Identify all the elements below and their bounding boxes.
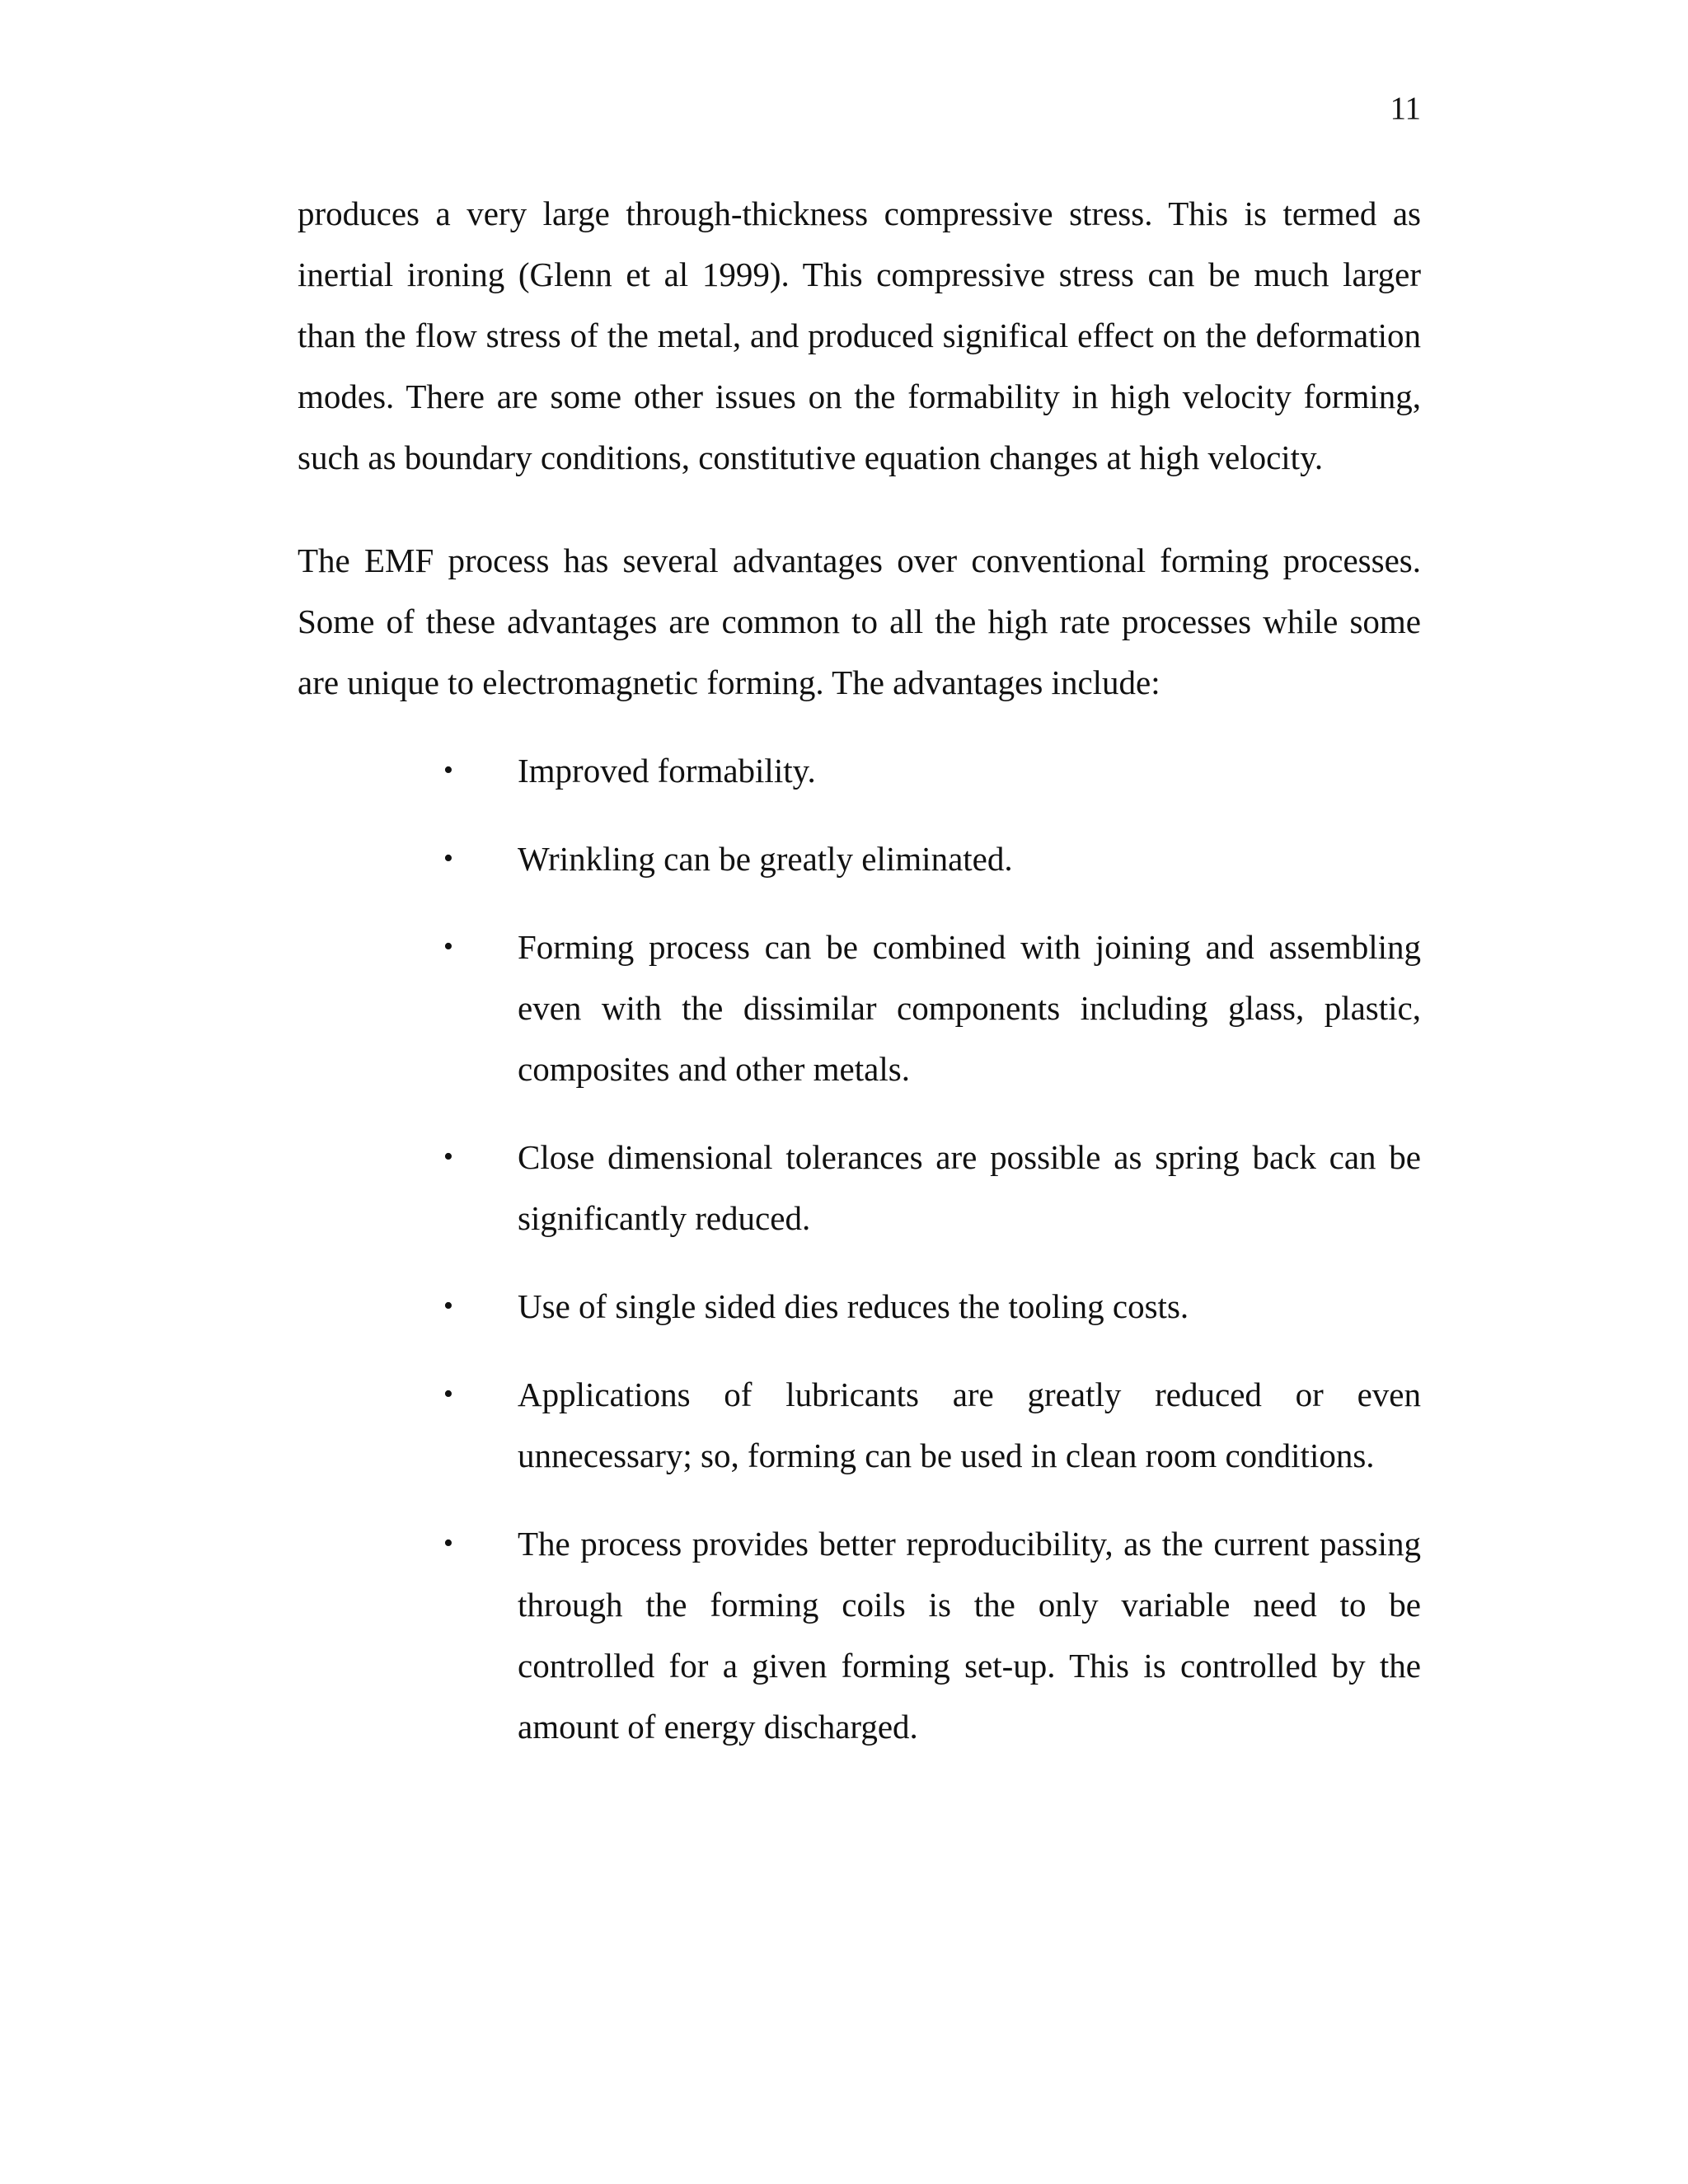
bullet-icon: • <box>443 1379 453 1409</box>
paragraph-inertial-ironing: produces a very large through-thickness compressive stress. This is termed as inertial ironing (Glenn et al 1999). This compressive stress can be much larger than the flow stress of the metal, and produced significal effect on the deformation modes. There are some other issues on the formability in high velocity forming, such as boundary conditions, constitutive equation changes at high velocity. <box>298 194 1421 476</box>
page-content <box>298 183 1421 1784</box>
list-item <box>298 1276 1421 1337</box>
list-item-text: Forming process can be combined with joining and assembling even with the dissimilar components including glass, plastic, composites and other metals. <box>518 928 1421 1088</box>
bullet-icon: • <box>443 931 453 962</box>
advantages-list <box>298 740 1421 1757</box>
bullet-icon: • <box>443 1291 453 1321</box>
bullet-icon: • <box>443 755 453 785</box>
list-item <box>298 828 1421 889</box>
list-item-text: Applications of lubricants are greatly reduced or even unnecessary; so, forming can be used in clean room conditions. <box>518 1376 1421 1474</box>
list-item <box>298 740 1421 801</box>
list-item-text: Use of single sided dies reduces the tooling costs. <box>518 1287 1189 1325</box>
page-number: 11 <box>1390 91 1421 126</box>
list-item-text: The process provides better reproducibility, as the current passing through the forming coils is the only variable need to be controlled for a given forming set-up. This is controlled by the amount of energy discharged. <box>518 1525 1421 1746</box>
list-item <box>298 1513 1421 1757</box>
list-item <box>298 916 1421 1099</box>
list-item-text: Improved formability. <box>518 752 816 790</box>
bullet-icon: • <box>443 1141 453 1172</box>
bullet-icon: • <box>443 1528 453 1558</box>
list-item-text: Wrinkling can be greatly eliminated. <box>518 840 1013 878</box>
paragraph-emf-advantages-intro: The EMF process has several advantages over conventional forming processes. Some of these advantages are common to all the high rate processes while some are unique to electromagnetic forming. The advantages include: <box>298 541 1421 701</box>
list-item <box>298 1364 1421 1486</box>
list-item-text: Close dimensional tolerances are possible as spring back can be significantly reduced. <box>518 1138 1421 1237</box>
bullet-icon: • <box>443 843 453 874</box>
list-item <box>298 1127 1421 1249</box>
